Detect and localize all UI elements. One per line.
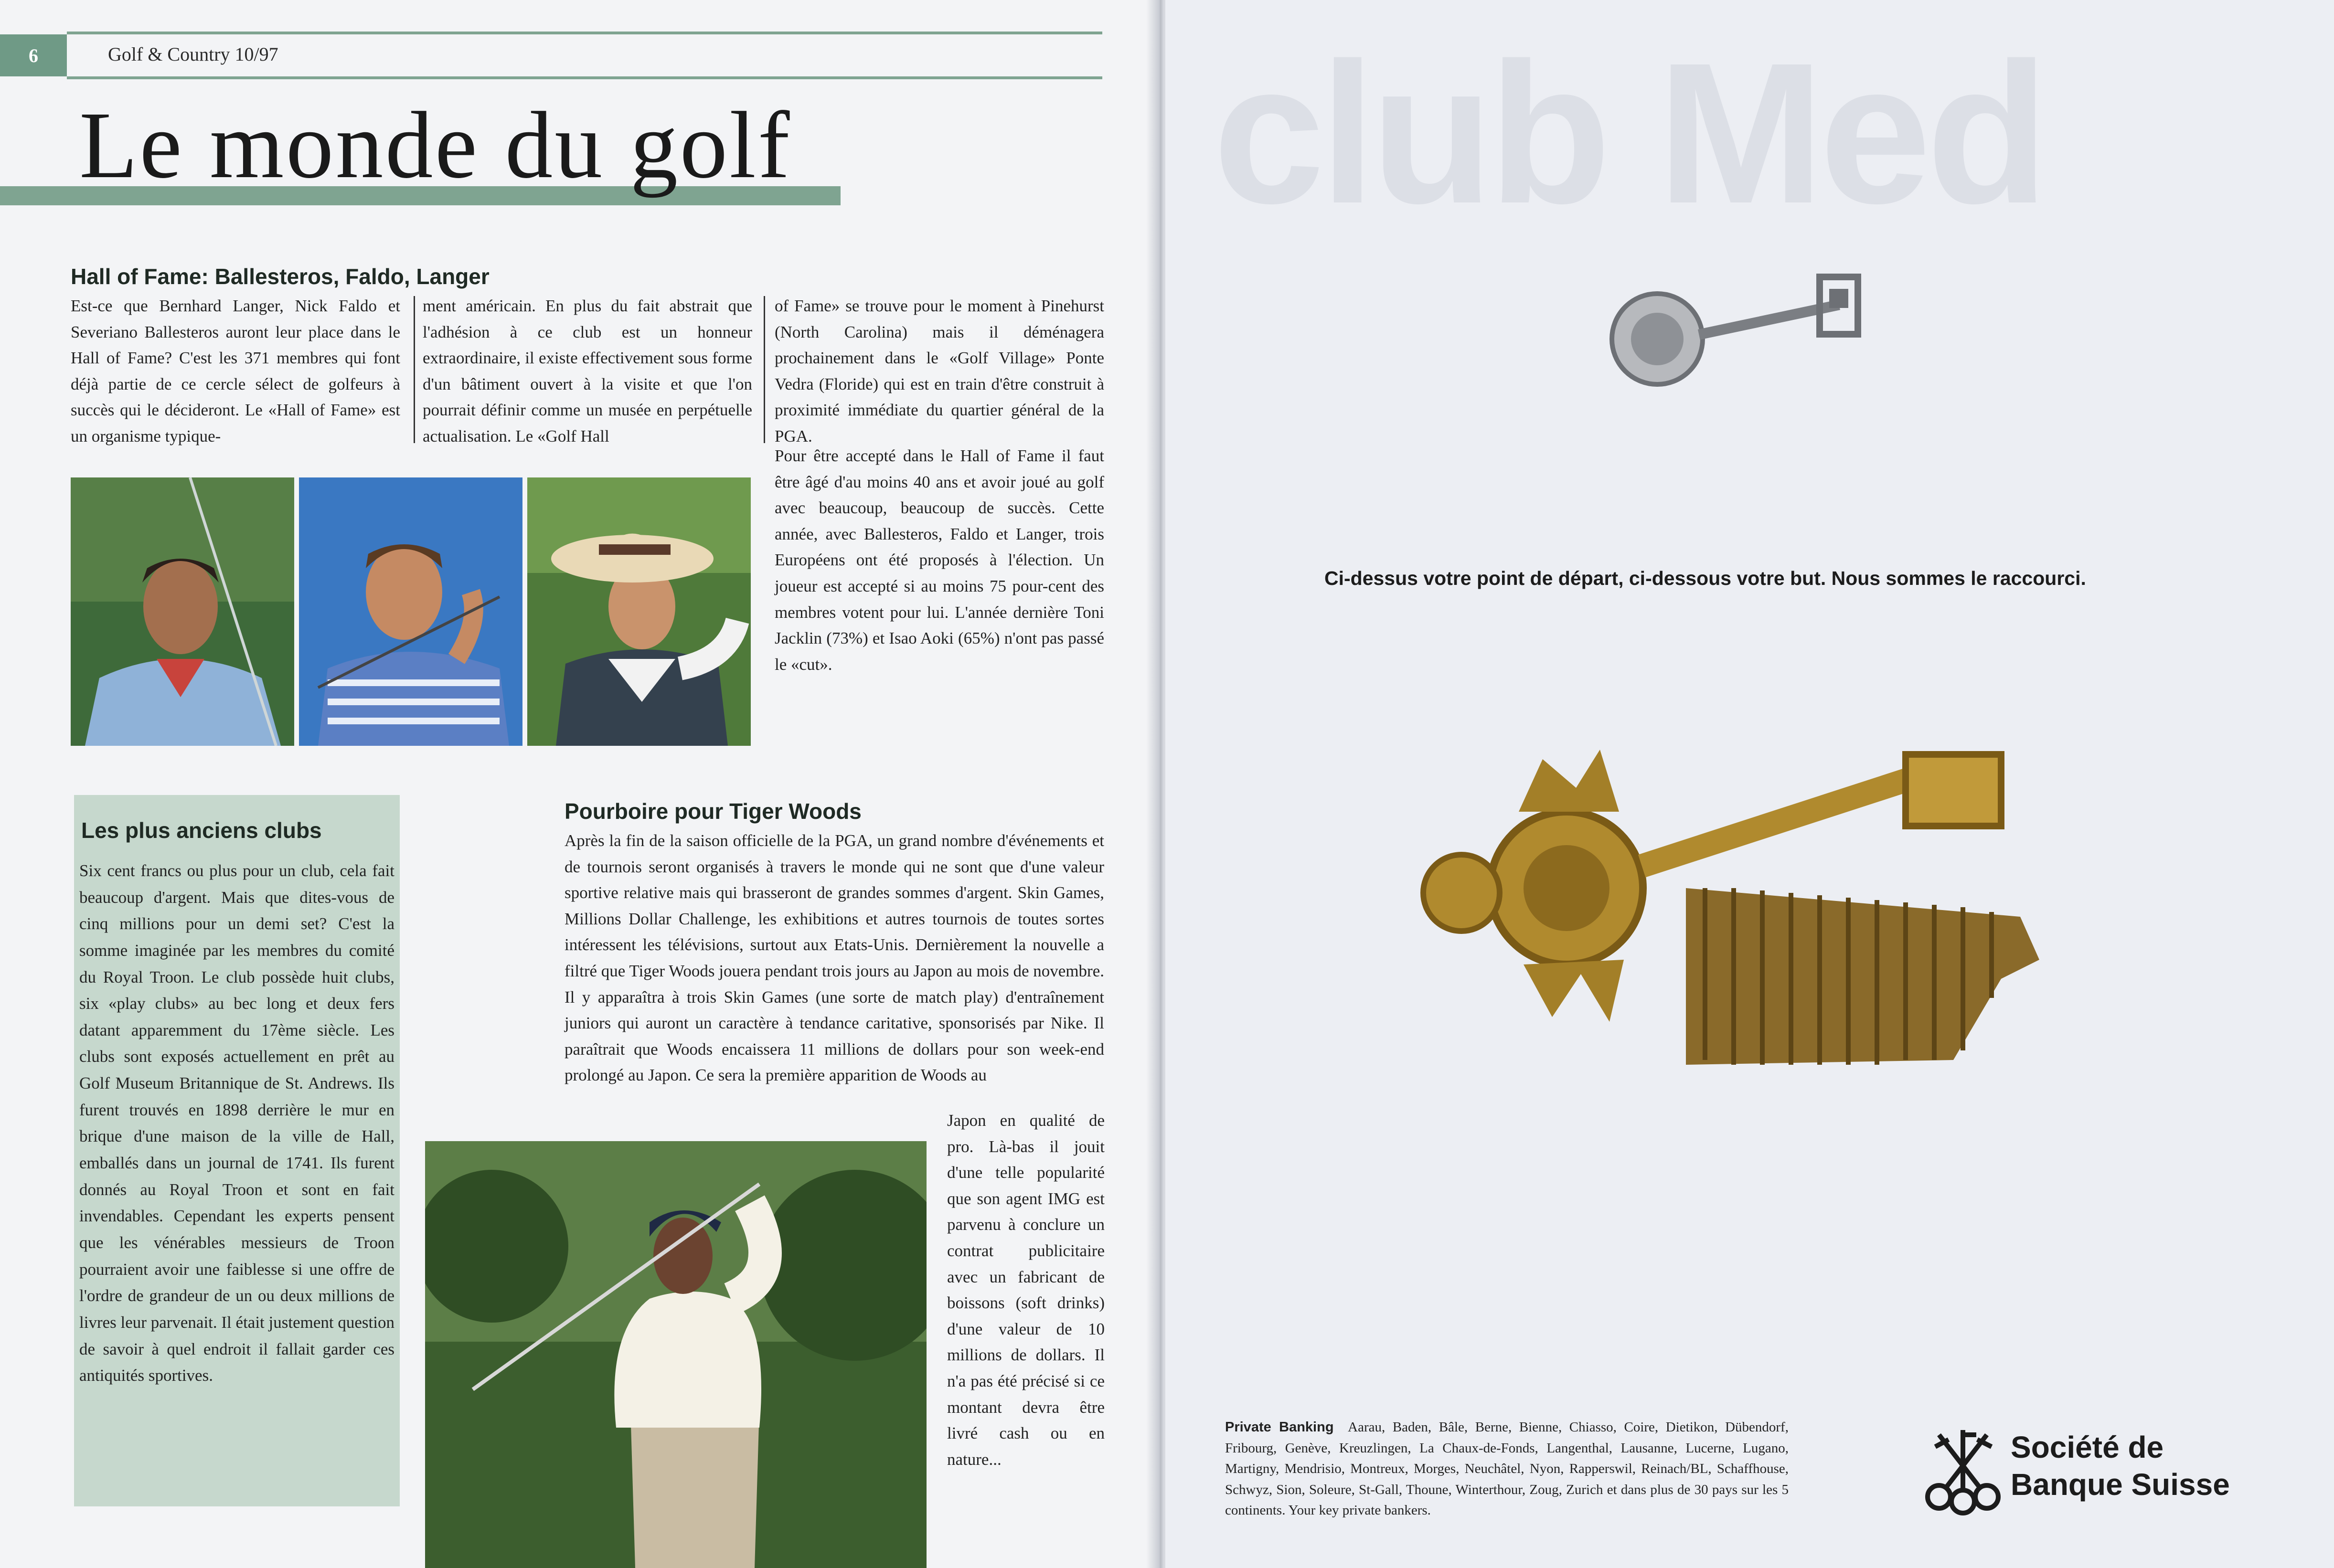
small-key-icon: [1595, 258, 1891, 401]
tiger-woods-text-narrow: Japon en qualité de pro. Là-bas il jouit d'une telle popularité que son agent IMG est parvenu à conclure un contrat publicitaire avec un fabricant de boissons (soft drinks) d'une valeur de 10 millions de dollars. Il n'a pas été précisé si ce montant devra être livré cash ou en nature...: [947, 1111, 1105, 1469]
photo-langer: [527, 477, 751, 746]
ornate-gold-key-icon: [1418, 731, 2049, 1074]
bank-name-line2: Banque Suisse: [2011, 1467, 2230, 1502]
hall-of-fame-col3-p2: Pour être accepté dans le Hall of Fame il faut être âgé d'au moins 40 ans et avoir joué au golf avec beaucoup, beaucoup de succès. Cette année, avec Ballesteros, Faldo et Langer, trois Européens ont été proposés à l'élection. Un joueur est accepté si au moins 75 pour-cent des membres votent pour lui. L'année dernière Toni Jacklin (73%) et Isao Aoki (65%) n'ont pas passé le «cut».: [775, 446, 1104, 674]
ad-background-word: club Med: [1213, 21, 2045, 245]
photo-faldo: [299, 477, 522, 746]
column-rule: [414, 296, 415, 443]
hall-of-fame-heading: Hall of Fame: Ballesteros, Faldo, Langer: [71, 264, 490, 289]
column-rule: [764, 296, 765, 443]
header-rule-top: [67, 32, 1102, 34]
photo-ballesteros: [71, 477, 294, 746]
header-rule-bottom: [67, 76, 1102, 79]
tiger-woods-heading: Pourboire pour Tiger Woods: [565, 799, 862, 824]
page-title: Le monde du golf: [79, 93, 792, 198]
page-number: 6: [0, 34, 67, 76]
oldest-clubs-text: Six cent francs ou plus pour un club, cela fait beaucoup d'argent. Mais que dites-vous de cinq millions pour un demi set? C'est la somme imaginée par les membres du comité du Royal Troon. Le club possède huit clubs, six «play clubs» au bec long et deux fers datant apparemment du 17ème siècle. Les clubs sont exposés actuellement en prêt au Golf Museum Britannique de St. Andrews. Ils furent trouvés en 1898 derrière le mur en brique d'une maison de la ville de Hall, emballés dans un journal de 1741. Ils furent donnés au Royal Troon et sont en fait invendables. Cependant les experts pensent que les vénérables messieurs de Troon pourraient avoir une faiblesse si une offre de l'ordre de grandeur de un ou deux millions de livres leur parvenait. Il était justement question de savoir à quel endroit il fallait garder ces antiquités sportives.: [79, 861, 394, 1385]
private-banking-label: Private Banking: [1225, 1420, 1334, 1435]
ad-branches-list: [1225, 1417, 1789, 1521]
hall-of-fame-col2: ment américain. En plus du fait abstrait que l'adhésion à ce club est un honneur extraordinaire, il existe effectivement sous forme d'un bâtiment ouvert à la visite et que l'on pourrait définir comme un musée en perpétuelle actualisation. Le «Golf Hall: [423, 297, 752, 445]
bank-name: [2011, 1429, 2230, 1503]
branches-text: Aarau, Baden, Bâle, Berne, Bienne, Chiasso, Coire, Dietikon, Dübendorf, Fribourg, Genève, Kreuzlingen, La Chaux-de-Fonds, Langenthal, Lausanne, Lucerne, Lugano, Martigny, Mendrisio, Montreux, Morges, Neuchâtel, Nyon, Rapperswil, Reinach/BL, Schaffhouse, Schwyz, Sion, Soleure, St-Gall, Thoune, Winterthour, Zoug, Zurich et dans plus de 30 pays sur les 5 continents. Your key private bankers.: [1225, 1420, 1789, 1518]
running-head: Golf & Country 10/97: [108, 43, 278, 65]
bank-name-line1: Société de: [2011, 1430, 2164, 1464]
photo-tiger-woods: [425, 1141, 927, 1568]
oldest-clubs-heading: Les plus anciens clubs: [81, 818, 322, 843]
ad-tagline: Ci-dessus votre point de départ, ci-dessous votre but. Nous sommes le raccourci.: [1324, 567, 2086, 589]
hall-of-fame-col3-p1: of Fame» se trouve pour le moment à Pinehurst (North Carolina) mais il déménagera prochainement dans le «Golf Village» Ponte Vedra (Floride) qui est en train d'être construit à proximité immédiate du quartier général de la PGA.: [775, 297, 1104, 445]
tiger-woods-text-main: Après la fin de la saison officielle de la PGA, un grand nombre d'événements et de tournois seront organisés à travers le monde qui ne sont que d'une valeur sportive relative mais qui brasseront de grandes sommes d'argent. Skin Games, Millions Dollar Challenge, les exhibitions et autres tournois de toutes sortes intéressent les télévisions, surtout aux Etats-Unis. Dernièrement la nouvelle a filtré que Tiger Woods jouera pendant trois jours au Japon au mois de novembre. Il y apparaîtra à trois Skin Games (une sorte de match play) d'entraînement juniors qui auront un caractère à tendance caritative, sponsorisés par Nike. Il paraîtrait que Woods encaissera 11 millions de dollars pour son week-end prolongé au Japon. Ce sera la première apparition de Woods au: [565, 831, 1104, 1085]
hall-of-fame-col1: Est-ce que Bernhard Langer, Nick Faldo et Severiano Ballesteros auront leur place dans le Hall of Fame? C'est les 371 membres qui font déjà partie de ce cercle sélect de golfeurs à succès qui le décideront. Le «Hall of Fame» est un organisme typique-: [71, 297, 400, 445]
